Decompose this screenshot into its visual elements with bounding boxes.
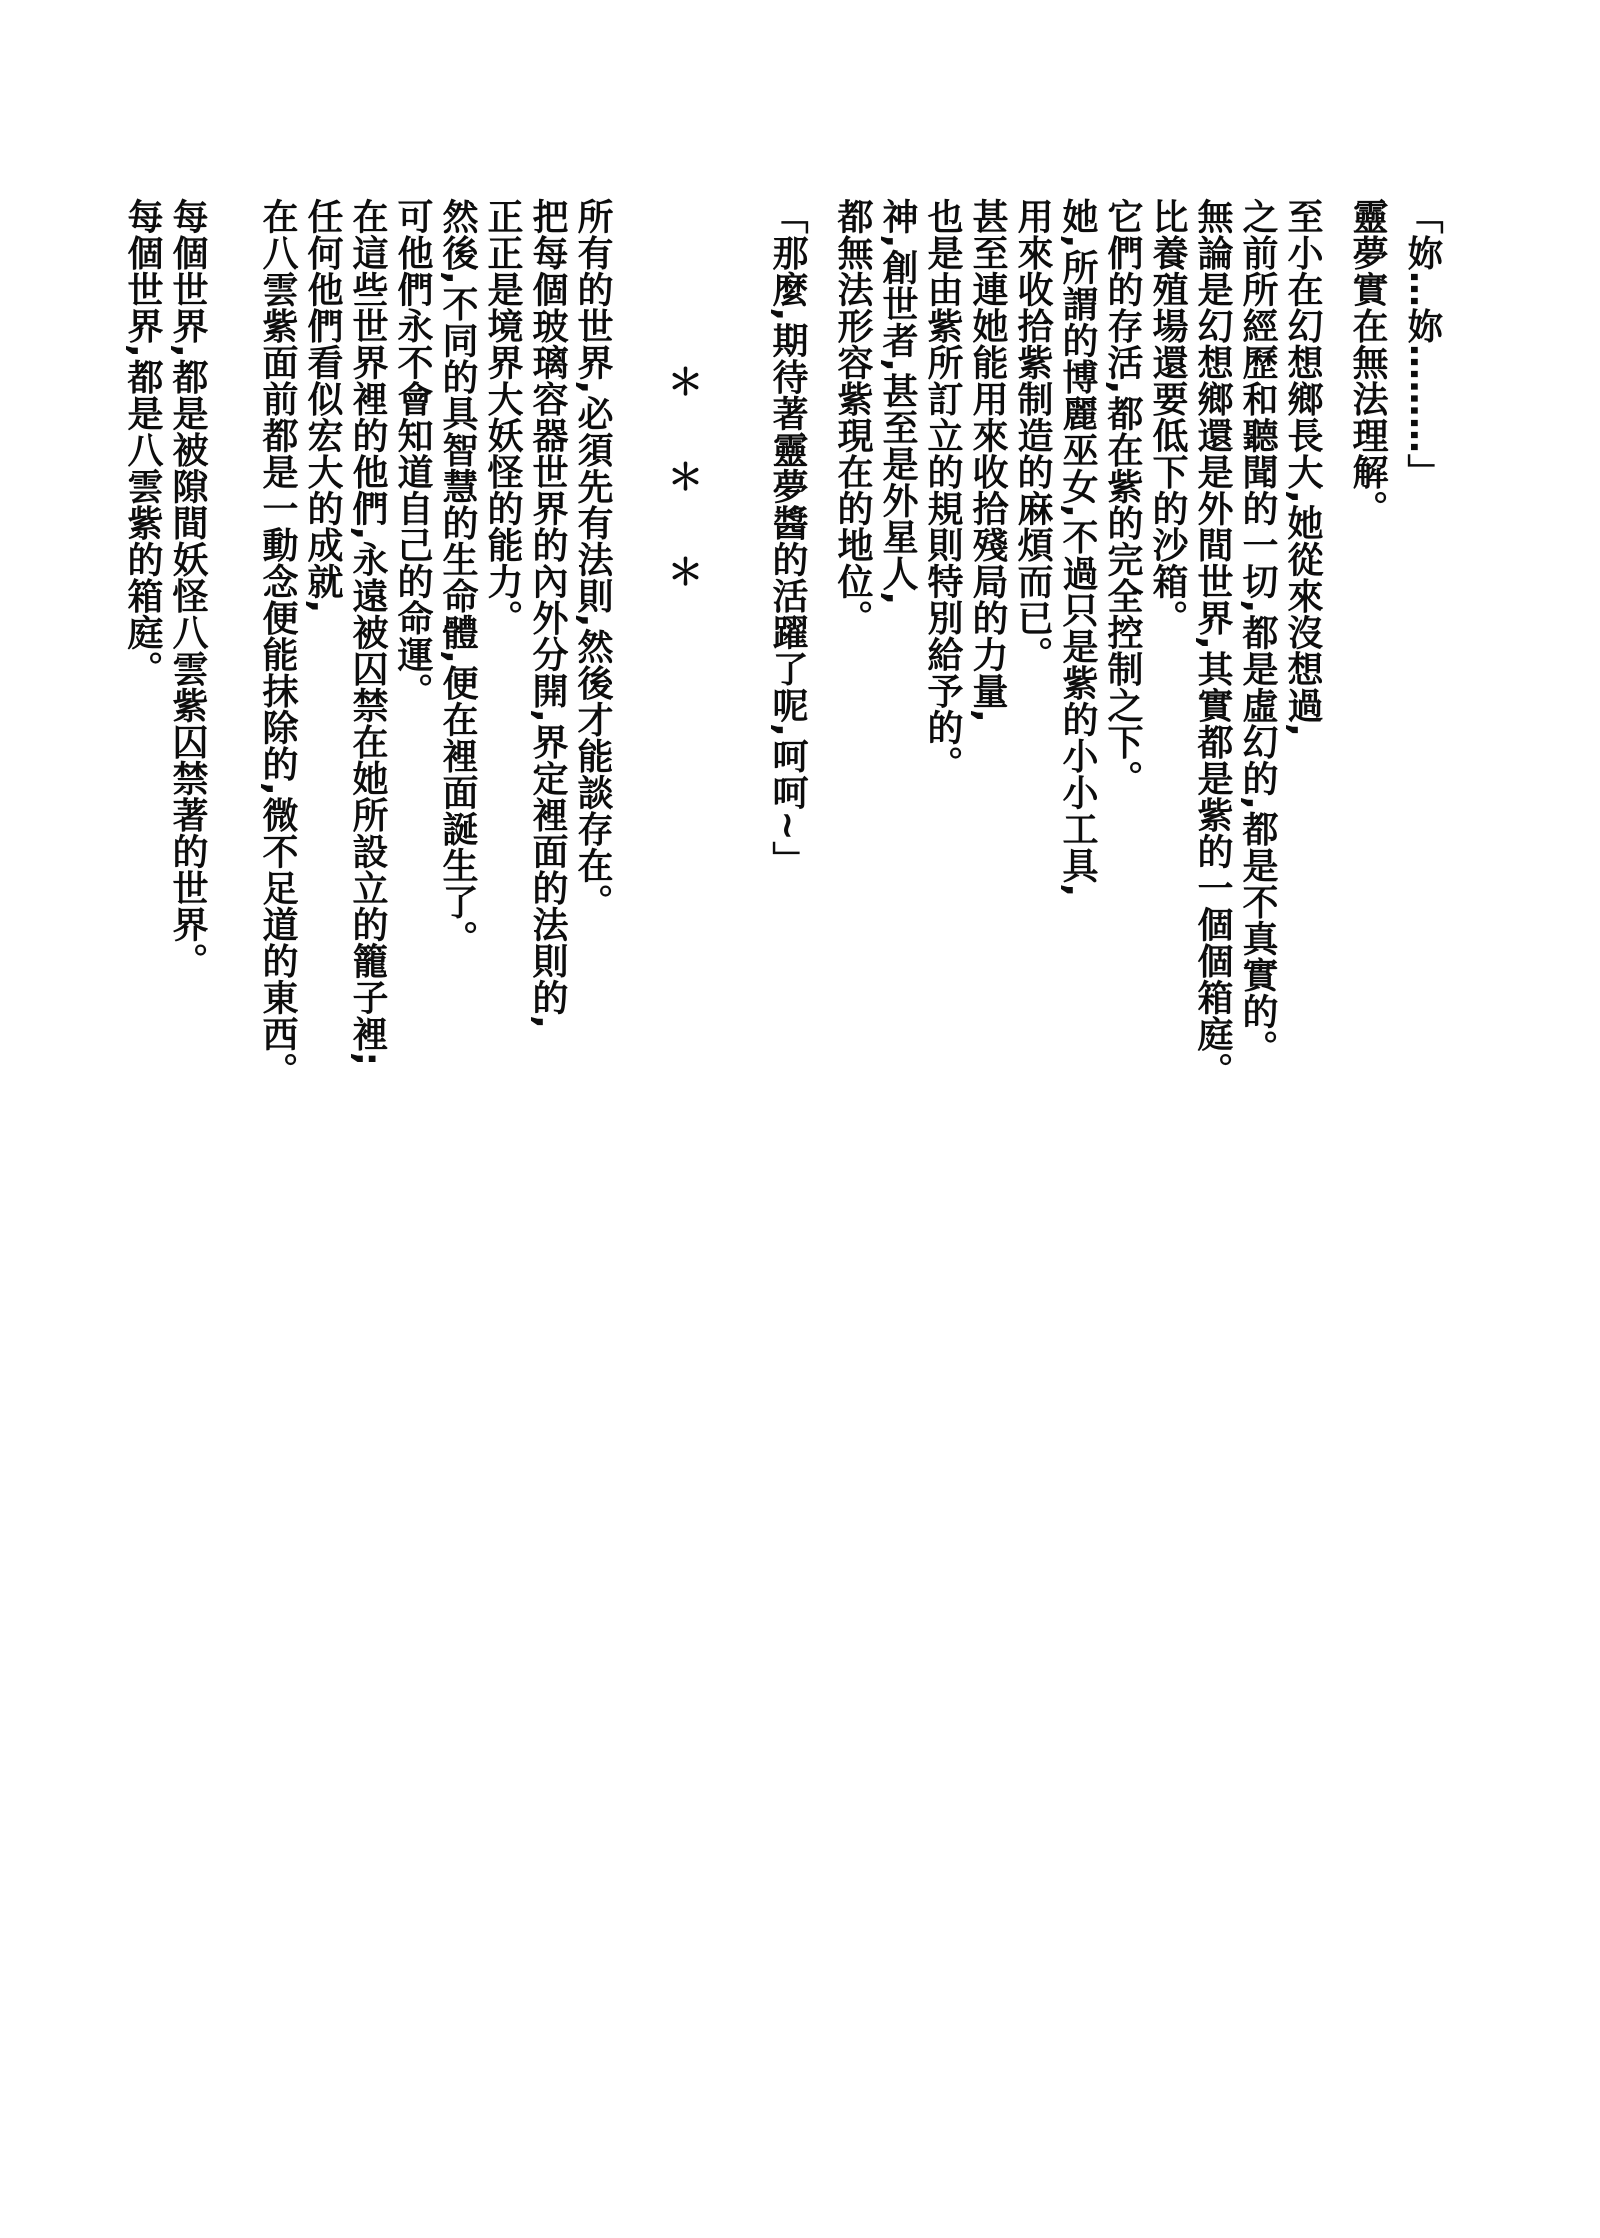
text-line: 都無法形容紫現在的地位。 <box>832 198 873 636</box>
text-line: 任何他們看似宏大的成就, <box>302 198 343 614</box>
text-line: 在這些世界裡的他們,永遠被囚禁在她所設立的籠子裡; <box>347 198 388 1067</box>
text-line: 也是由紫所訂立的規則特別給予的。 <box>922 198 963 782</box>
text-line: 神,創世者,甚至是外星人, <box>877 198 918 606</box>
text-line: 可他們永不會知道自己的命運。 <box>392 198 433 709</box>
text-line: 之前所經歷和聽聞的一切,都是虛幻的,都是不真實的。 <box>1237 198 1278 1066</box>
divider-line: ＊＊＊ <box>662 363 703 648</box>
text-line: 在八雲紫面前都是一動念便能抹除的,微不足道的東西。 <box>257 198 298 1089</box>
text-line: 靈夢實在無法理解。 <box>1347 198 1388 527</box>
text-line: 然後,不同的具智慧的生命體,便在裡面誕生了。 <box>437 198 478 957</box>
text-line: 正正是境界大妖怪的能力。 <box>482 198 523 636</box>
text-line: 她,所謂的博麗巫女,不過只是紫的小小工具, <box>1057 198 1098 898</box>
text-line: 把每個玻璃容器世界的內外分開,界定裡面的法則的, <box>527 198 568 1030</box>
text-line: 每個世界,都是被隙間妖怪八雲紫囚禁著的世界。 <box>167 198 208 979</box>
text-line: 所有的世界,必須先有法則,然後才能談存在。 <box>572 198 613 920</box>
vertical-text-block <box>120 198 1445 1088</box>
narration-paragraph <box>830 198 1325 1088</box>
text-line: 用來收拾紫制造的麻煩而已。 <box>1012 198 1053 673</box>
text-line: 「那麼,期待著靈夢醬的活躍了呢,呵呵~」 <box>767 198 808 878</box>
text-line: 至小在幻想鄉長大,她從來沒想過, <box>1282 198 1323 738</box>
text-line: 每個世界,都是八雲紫的箱庭。 <box>122 198 163 687</box>
section-divider <box>660 198 705 1088</box>
text-line: 「妳…妳………」 <box>1402 198 1443 490</box>
text-line: 它們的存活,都在紫的完全控制之下。 <box>1102 198 1143 797</box>
text-line: 比養殖場還要低下的沙箱。 <box>1147 198 1188 636</box>
text-line: 無論是幻想鄉還是外間世界,其實都是紫的一個個箱庭。 <box>1192 198 1233 1089</box>
narration-paragraph <box>255 198 615 1088</box>
narration-paragraph <box>120 198 210 1088</box>
dialogue-paragraph <box>765 198 810 1088</box>
dialogue-paragraph <box>1400 198 1445 1088</box>
text-line: 甚至連她能用來收拾殘局的力量, <box>967 198 1008 724</box>
narration-paragraph <box>1345 198 1390 1088</box>
